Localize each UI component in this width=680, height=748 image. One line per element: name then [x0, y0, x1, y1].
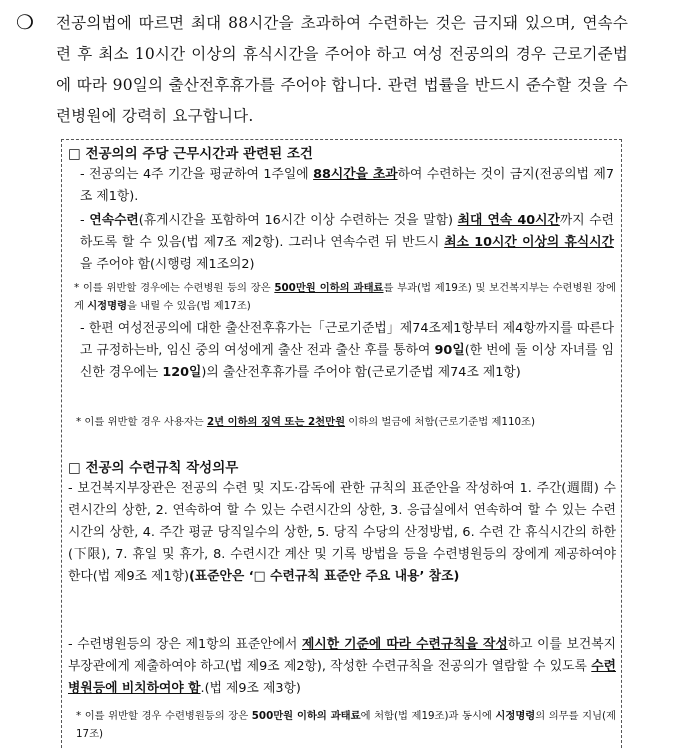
circle-bullet-icon: ❍	[16, 10, 34, 34]
conditions-box	[61, 139, 622, 748]
section1-note-penalty: * 이를 위반할 경우에는 수련병원 등의 장은 500만원 이하의 과태료를 부과(법 제19조) 및 보건복지부는 수련병원 장에게 시정명령을 내릴 수 있음(법 제17조)	[74, 282, 616, 312]
section2-note-penalty: * 이를 위반할 경우 수련병원등의 장은 500만원 이하의 과태료에 처함(법 제19조)과 동시에 시정명령의 의무를 지님(제17조)	[76, 710, 616, 740]
section1-title: □ 전공의의 주당 근무시간과 관련된 조건	[68, 146, 313, 162]
section1-item-maternity-leave: - 한편 여성전공의에 대한 출산전후휴가는「근로기준법」제74조제1항부터 제4항까지를 따른다고 규정하는바, 임신 중의 여성에게 출산 전과 출산 후를 통하여 90일(한 번에 둘 이상 자녀를 임신한 경우에는 120일)의 출산전후휴가를 주어야 함(근로기준법 제74조 제1항)	[80, 321, 614, 380]
section2-title: □ 전공의 수련규칙 작성의무	[68, 460, 239, 476]
section1-item-weekly-hours: - 전공의는 4주 기간을 평균하여 1주일에 88시간을 초과하여 수련하는 것이 금지(전공의법 제7조 제1항).	[80, 167, 614, 204]
intro-paragraph	[16, 8, 628, 132]
section2-item-hospital-rules: - 수련병원등의 장은 제1항의 표준안에서 제시한 기준에 따라 수련규칙을 작성하고 이를 보건복지부장관에게 제출하여야 하고(법 제9조 제2항), 작성한 수련규칙을 전공의가 열람할 수 있도록 수련병원등에 비치하여야 함.(법 제9조 제3항)	[68, 637, 617, 696]
intro-text: 전공의법에 따르면 최대 88시간을 초과하여 수련하는 것은 금지돼 있으며, 연속수련 후 최소 10시간 이상의 휴식시간을 주어야 하고 여성 전공의의 경우 근로기준법에 따라 90일의 출산전후휴가를 주어야 합니다. 관련 법률을 반드시 준수할 것을 수련병원에 강력히 요구합니다.	[56, 14, 628, 125]
section2-item-standard-draft: - 보건복지부장관은 전공의 수련 및 지도·감독에 관한 규칙의 표준안을 작성하여 1. 주간(週間) 수련시간의 상한, 2. 연속하여 할 수 있는 수련시간의 상한, 3. 응급실에서 연속하여 할 수 있는 수련시간의 상한, 4. 주간 평균 당직일수의 상한, 5. 당직 수당의 산정방법, 6. 수련 간 휴식시간의 하한(下限), 7. 휴일 및 휴가, 8. 수련시간 계산 및 기록 방법을 등을 수련병원등의 장에게 제공하여야 한다(법 제9조 제1항)(표준안은 ‘□ 수련규칙 표준안 주요 내용’ 참조)	[68, 481, 616, 584]
section1-note-fine: * 이를 위반할 경우 사용자는 2년 이하의 징역 또는 2천만원 이하의 벌금에 처함(근로기준법 제110조)	[76, 416, 536, 428]
section1-item-continuous-training: - 연속수련(휴게시간을 포함하여 16시간 이상 수련하는 것을 말함) 최대 연속 40시간까지 수련하도록 할 수 있음(법 제7조 제2항). 그러나 연속수련 뒤 반드시 최소 10시간 이상의 휴식시간을 주어야 함(시행령 제1조의2)	[80, 213, 615, 272]
